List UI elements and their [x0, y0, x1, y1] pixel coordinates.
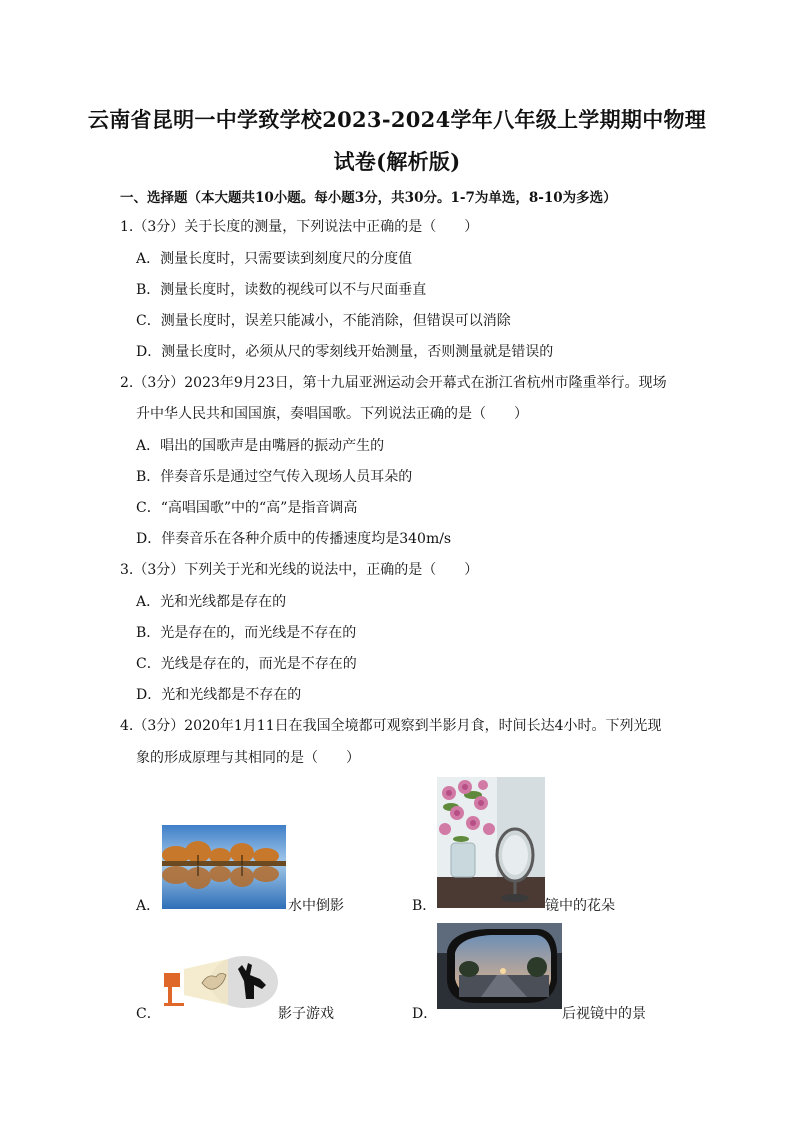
rearview-mirror-image — [437, 923, 562, 1009]
question-4-stem: 4.（3分）2020年1月11日在我国全境都可观察到半影月食，时间长达4小时。下列光现 — [120, 718, 662, 734]
question-4-option-b-caption: 镜中的花朵 — [545, 898, 615, 914]
question-1-option-d: D．测量长度时，必须从尺的零刻线开始测量，否则测量就是错误的 — [136, 344, 554, 360]
question-4-option-d-letter: D． — [412, 1006, 438, 1022]
question-3-option-a: A．光和光线都是存在的 — [136, 594, 287, 610]
question-1-option-b: B．测量长度时，读数的视线可以不与尺面垂直 — [136, 282, 427, 298]
question-3-stem: 3.（3分）下列关于光和光线的说法中，正确的是（ ） — [120, 562, 479, 578]
question-4-option-a-letter: A． — [136, 898, 161, 914]
question-3-option-b: B．光是存在的，而光线是不存在的 — [136, 625, 357, 641]
question-2-option-b: B．伴奏音乐是通过空气传入现场人员耳朵的 — [136, 469, 413, 485]
question-2-stem-cont: 升中华人民共和国国旗，奏唱国歌。下列说法正确的是（ ） — [136, 406, 528, 422]
question-1-option-c: C．测量长度时，误差只能减小，不能消除，但错误可以消除 — [136, 313, 511, 329]
exam-title-line1: 云南省昆明一中学致学校2023-2024学年八年级上学期期中物理 — [87, 107, 707, 132]
question-2-option-d: D．伴奏音乐在各种介质中的传播速度均是340m/s — [136, 531, 452, 547]
question-1-stem: 1.（3分）关于长度的测量，下列说法中正确的是（ ） — [120, 219, 479, 235]
question-2-stem: 2.（3分）2023年9月23日，第十九届亚洲运动会开幕式在浙江省杭州市隆重举行。现场 — [120, 375, 667, 391]
question-4-stem-cont: 象的形成原理与其相同的是（ ） — [136, 750, 360, 766]
water-reflection-image — [162, 825, 286, 909]
section-heading: 一、选择题（本大题共10小题。每小题3分，共30分。1-7为单选，8-10为多选） — [120, 190, 617, 206]
question-2-option-c: C．“高唱国歌”中的“高”是指音调高 — [136, 500, 358, 516]
mirror-flowers-image — [437, 777, 545, 908]
question-3-option-d: D．光和光线都是不存在的 — [136, 687, 302, 703]
question-3-option-c: C．光线是存在的，而光是不存在的 — [136, 656, 357, 672]
question-1-option-a: A．测量长度时，只需要读到刻度尺的分度值 — [136, 251, 413, 267]
question-4-option-b-letter: B． — [412, 898, 437, 914]
question-2-option-a: A．唱出的国歌声是由嘴唇的振动产生的 — [136, 438, 385, 454]
shadow-game-image — [162, 955, 278, 1009]
question-4-option-a-caption: 水中倒影 — [288, 898, 344, 914]
exam-title-line2: 试卷(解析版) — [333, 149, 461, 174]
question-4-option-d-caption: 后视镜中的景 — [562, 1006, 646, 1022]
question-4-option-c-letter: C． — [136, 1006, 161, 1022]
question-4-option-c-caption: 影子游戏 — [278, 1006, 334, 1022]
